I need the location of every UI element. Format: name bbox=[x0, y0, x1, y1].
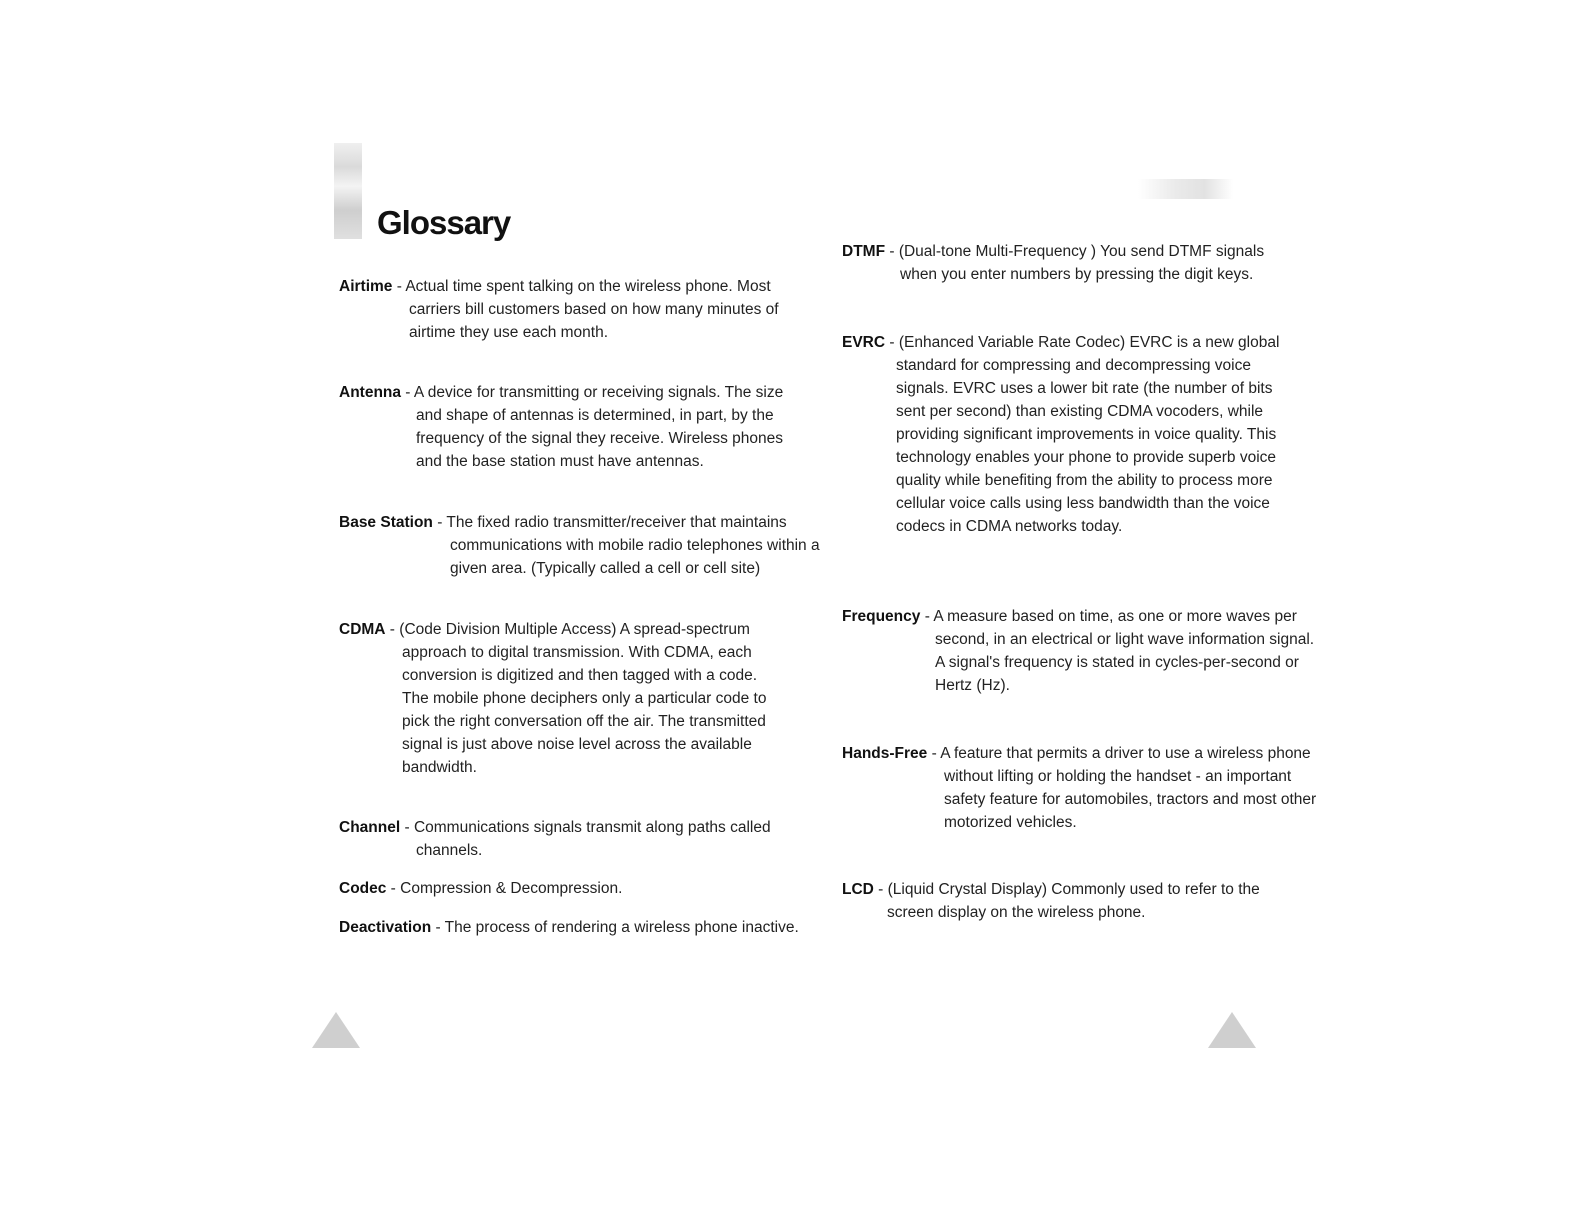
term: Frequency bbox=[842, 608, 921, 625]
term: Hands-Free bbox=[842, 745, 928, 762]
separator: - bbox=[401, 384, 414, 401]
glossary-entry-dtmf bbox=[842, 240, 1280, 286]
term: LCD bbox=[842, 881, 874, 898]
header-decoration bbox=[1138, 179, 1233, 199]
definition: A feature that permits a driver to use a wireless phone without lifting or holding the handset - an important safety feature for automobiles, tractors and most other motorized vehicles. bbox=[940, 745, 1317, 831]
glossary-entry-base-station bbox=[339, 511, 845, 580]
term: Codec bbox=[339, 880, 387, 897]
definition: (Dual-tone Multi-Frequency ) You send DTMF signals when you enter numbers by pressing the digit keys. bbox=[898, 243, 1265, 283]
definition: The process of rendering a wireless phone inactive. bbox=[444, 919, 799, 936]
definition: A measure based on time, as one or more waves per second, in an electrical or light wave information signal. A signal's frequency is stated in cycles-per-second or Hertz (Hz). bbox=[933, 608, 1315, 694]
glossary-entry-hands-free bbox=[842, 742, 1336, 834]
definition: Actual time spent talking on the wireless phone. Most carriers bill customers based on how many minutes of airtime they use each month. bbox=[405, 278, 779, 341]
right-page bbox=[792, 0, 1584, 1224]
glossary-entry-frequency bbox=[842, 605, 1325, 697]
term: DTMF bbox=[842, 243, 886, 260]
definition: Compression & Decompression. bbox=[400, 880, 623, 897]
term: Deactivation bbox=[339, 919, 432, 936]
glossary-entry-lcd bbox=[842, 878, 1279, 924]
separator: - bbox=[927, 745, 941, 762]
separator: - bbox=[885, 243, 899, 260]
term: Antenna bbox=[339, 384, 401, 401]
definition: (Code Division Multiple Access) A spread-spectrum approach to digital transmission. With CDMA, each conversion is digitized and then tagged with a code. The mobile phone deciphers only a particular code to pick the right conversation off the air. The transmitted signal is just above noise level across the available bandwidth. bbox=[399, 621, 767, 776]
separator: - bbox=[432, 514, 447, 531]
definition: A device for transmitting or receiving signals. The size and shape of antennas is determined, in part, by the frequency of the signal they receive. Wireless phones and the base station must have antennas. bbox=[413, 384, 784, 470]
glossary-entry-cdma bbox=[339, 618, 782, 779]
glossary-entry-airtime bbox=[339, 275, 799, 344]
glossary-entry-antenna bbox=[339, 381, 808, 473]
term: Channel bbox=[339, 819, 401, 836]
glossary-entry-deactivation bbox=[339, 916, 815, 939]
term: Airtime bbox=[339, 278, 393, 295]
page-title: Glossary bbox=[377, 204, 511, 241]
separator: - bbox=[920, 608, 934, 625]
glossary-entry-channel bbox=[339, 816, 811, 862]
glossary-entry-evrc bbox=[842, 331, 1286, 538]
term: CDMA bbox=[339, 621, 386, 638]
separator: - bbox=[392, 278, 406, 295]
term: EVRC bbox=[842, 334, 886, 351]
term: Base Station bbox=[339, 514, 433, 531]
page-number-triangle-icon bbox=[1208, 1012, 1256, 1048]
definition: (Enhanced Variable Rate Codec) EVRC is a new global standard for compressing and decompressing voice signals. EVRC uses a lower bit rate (the number of bits sent per second) than existing CDMA vocoders, while providing significant improvements in voice quality. This technology enables your phone to provide superb voice quality while benefiting from the ability to process more cellular voice calls using less bandwidth than the voice codecs in CDMA networks today. bbox=[896, 334, 1280, 535]
separator: - bbox=[400, 819, 414, 836]
definition: Communications signals transmit along paths called channels. bbox=[413, 819, 771, 859]
separator: - bbox=[431, 919, 445, 936]
separator: - bbox=[386, 880, 401, 897]
separator: - bbox=[885, 334, 899, 351]
definition: (Liquid Crystal Display) Commonly used to refer to the screen display on the wireless phone. bbox=[887, 881, 1260, 921]
definition: The fixed radio transmitter/receiver that maintains communications with mobile radio telephones within a given area. (Typically called a cell or cell site) bbox=[446, 514, 820, 577]
separator: - bbox=[873, 881, 888, 898]
glossary-entry-codec bbox=[339, 877, 796, 900]
separator: - bbox=[385, 621, 400, 638]
page-number-triangle-icon bbox=[312, 1012, 360, 1048]
title-decoration-bar bbox=[334, 143, 362, 239]
